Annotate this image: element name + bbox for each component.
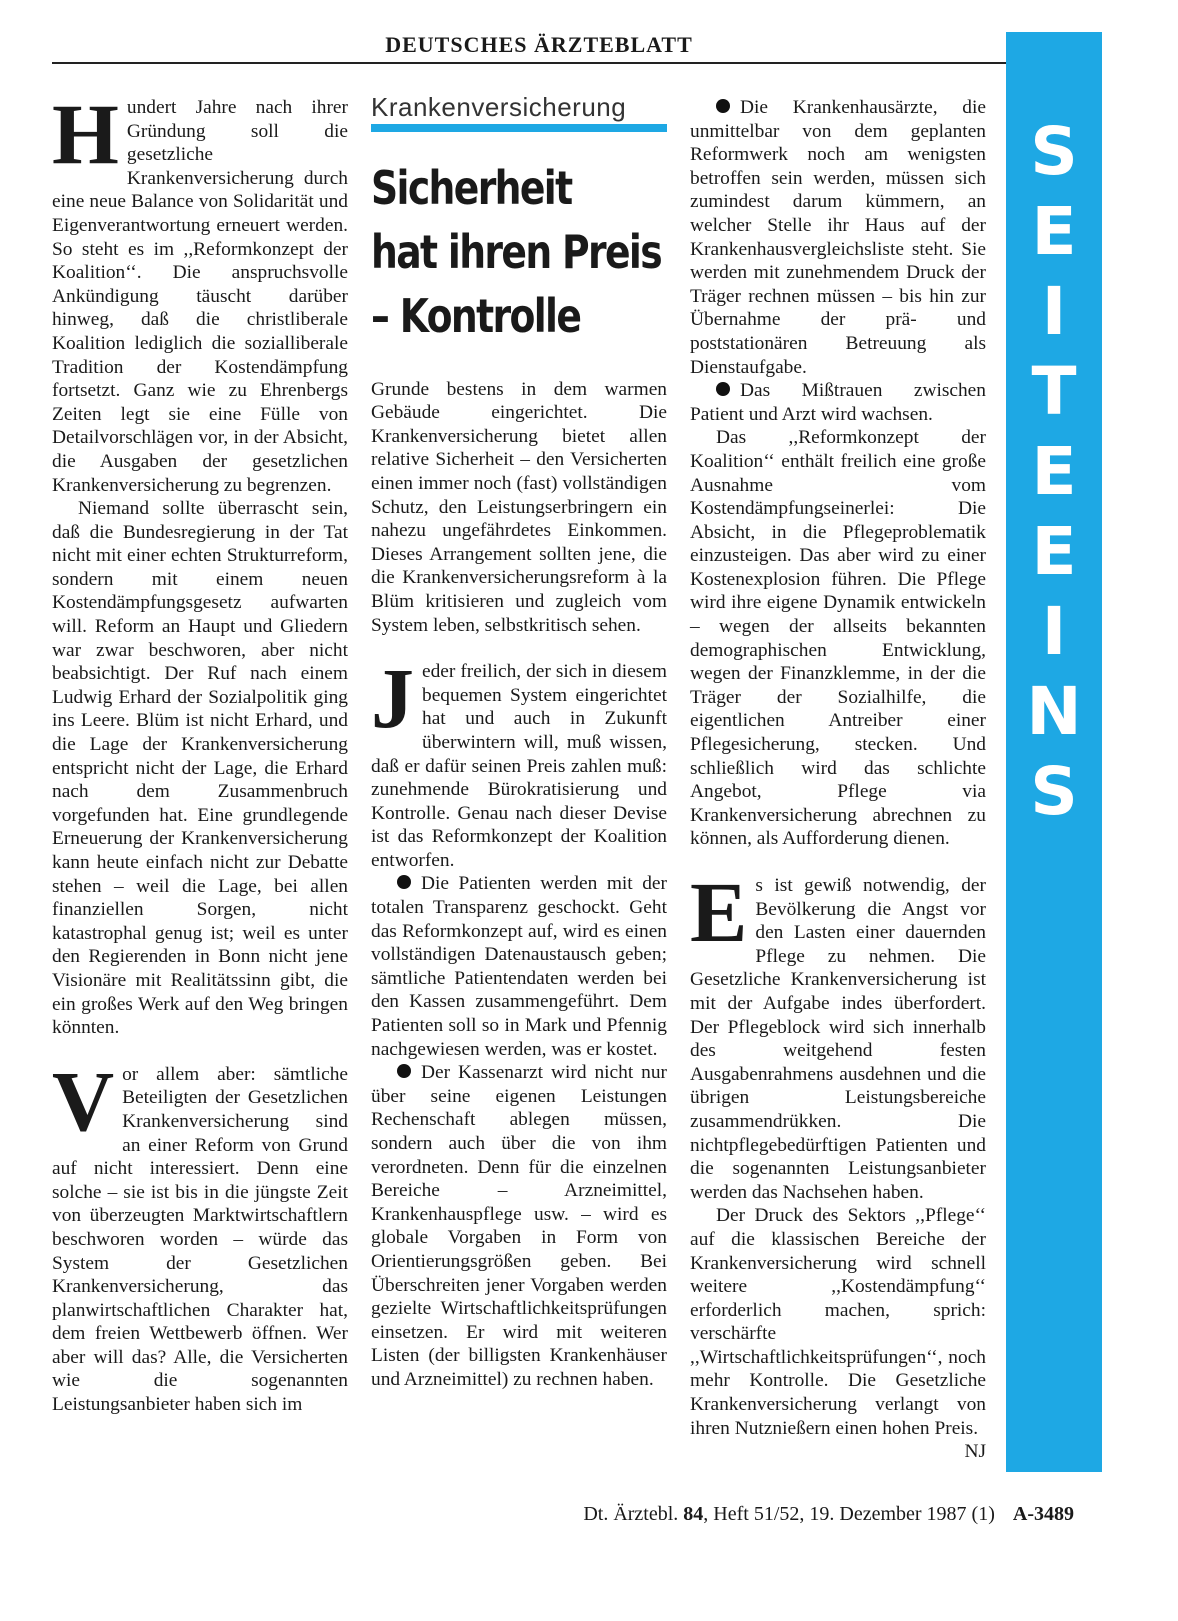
- masthead-title: DEUTSCHES ÄRZTEBLATT: [385, 32, 693, 57]
- col2-b1-text: Die Patienten werden mit der totalen Transparenz geschockt. Geht das Reformkonzept auf, wird es einen vollständigen Datenaustausch geben; sämtliche Patientendaten werden bei den Kassen zusammengeführt. Dem Patienten soll so in Mark und Pfennig nachgewiesen werden, was er kostet.: [371, 873, 667, 1060]
- page-number: A-3489: [1012, 1503, 1074, 1525]
- col1-p3-text: or allem aber: sämtliche Beteiligten der Gesetzlichen Krankenversicherung sind an einer Reform von Grund auf nicht interessiert. Denn eine solche – sie ist bis in die jüngste Zeit von überzeugten Marktwirtschaftlern beschworen worden – würde das System der Gesetzlichen Krankenversicherung, das planwirtschaftlichen Charakter hat, dem freien Wettbewerb öffnen. Wer aber will das? Alle, die Versicherten wie die sogenannten Leistungsanbieter haben sich im: [52, 1063, 348, 1416]
- sidebar-letter: T: [1031, 353, 1077, 430]
- col3-p2-text: s ist gewiß notwendig, der Bevölkerung die Angst vor den Lasten einer dauernden Pflege zu nehmen. Die Gesetzliche Krankenversicherung ist mit der Aufgabe indes überfordert. Der Pflegeblock wird sich innerhalb des weitgehend festen Ausgabenrahmens ausdehnen und die übrigen Leistungsbereiche zusammendrükken. Die nichtpflegebedürftigen Patienten und die sogenannten Leistungsanbieter werden das Nachsehen haben.: [690, 875, 986, 1203]
- sidebar-letter: S: [1030, 753, 1078, 830]
- sidebar-letter: E: [1031, 193, 1077, 270]
- section-sidebar: [1006, 32, 1102, 1472]
- sidebar-letter: I: [1041, 593, 1067, 670]
- sidebar-letter: E: [1031, 513, 1077, 590]
- drop-cap: H: [52, 86, 119, 182]
- col1-paragraph-2: Niemand sollte überrascht sein, daß die Bundesregierung in der Tat nicht mit einer echten Strukturreform, sondern mit einem neuen Kostendämpfungsgesetz aufwarten will. Reform an Haupt und Gliedern war zwar beschworen, aber nicht beabsichtigt. Der Ruf nach einem Ludwig Erhard der Sozialpolitik ging ins Leere. Blüm ist nicht Erhard, und die Lage der Krankenversicherung entspricht nicht der Lage, die Erhard nach dem Zusammenbruch vorgefunden hat. Eine grundlegende Erneuerung der Krankenversicherung kann heute einfach nicht zur Debatte stehen – weil die Lage, bei allen finanziellen Sorgen, nicht katastrophal genug ist; weil es unter den Regierenden in Bonn nicht jene Visionäre mit Realitätssinn gibt, die ein großes Werk auf den Weg bringen könnten.: [52, 498, 348, 1039]
- page-footer: [583, 1503, 1074, 1526]
- article-headline: [371, 156, 666, 348]
- citation-rest: , Heft 51/52, 19. Dezember 1987 (1): [703, 1503, 995, 1525]
- col2-paragraph-1: Grunde bestens in dem warmen Gebäude eingerichtet. Die Krankenversicherung bietet allen relative Sicherheit – den Versicherten einen immer noch (fast) vollständigen Schutz, den Leistungserbringern ein nahezu ungefährdetes Einkommen. Dieses Arrangement sollten jene, die die Krankenversicherungsreform à la Blüm kritisieren und zugleich vom System leben, selbstkritisch sehen.: [371, 378, 667, 636]
- bullet-icon: [397, 1064, 411, 1078]
- sidebar-letter: S: [1030, 113, 1078, 190]
- col1-paragraph-3: [52, 1052, 348, 1417]
- col2-paragraph-2: [371, 650, 667, 872]
- col3-b2-text: Das Mißtrauen zwischen Patient und Arzt wird wachsen.: [690, 380, 986, 425]
- col3-b1-text: Die Krankenhausärzte, die unmittelbar von dem geplanten Reformwerk noch am wenigsten betroffen sein werden, müssen sich zumindest darum kümmern, an welcher Stelle ihr Haus auf der Krankenhausvergleichsliste steht. Sie werden mit zunehmendem Druck der Träger rechnen müssen – bis hin zur Übernahme der prä- und poststationären Betreuung als Dienstaufgabe.: [690, 97, 986, 378]
- citation-prefix: Dt. Ärztebl.: [583, 1503, 684, 1525]
- masthead: [52, 32, 1026, 64]
- article-kicker: Krankenversicherung: [371, 96, 667, 132]
- col3-p3-text: Der Druck des Sektors ,,Pflege‘‘ auf die klassischen Bereiche der Krankenversicherung wird schnell weitere ,,Kostendämpfung‘‘ erforderlich machen, sprich: verschärfte ,,Wirtschaftlichkeitsprüfungen‘‘, noch mehr Kontrolle. Die Gesetzliche Krankenversicherung verlangt von ihren Nutznießern einen hohen Preis.: [690, 1205, 986, 1439]
- column-2: [371, 92, 667, 1392]
- col2-bullet-2: [371, 1061, 667, 1391]
- sidebar-letter: E: [1031, 433, 1077, 510]
- col1-paragraph-1: [52, 86, 348, 497]
- headline-line-3: – Kontrolle: [371, 288, 581, 343]
- col3-bullet-2: [690, 379, 986, 426]
- col3-paragraph-2: [690, 864, 986, 1204]
- citation-volume: 84: [683, 1503, 704, 1525]
- drop-cap: E: [690, 864, 748, 960]
- col2-p2-text: eder freilich, der sich in diesem bequemen System eingerichtet hat und auch in Zukunft überwintern will, muß wissen, daß er dafür seinen Preis zahlen muß: zunehmende Bürokratisierung und Kontrolle. Genau nach dieser Devise ist das Reformkonzept der Koalition entworfen.: [371, 661, 667, 871]
- column-1: [52, 86, 348, 1417]
- col3-bullet-1: [690, 96, 986, 379]
- bullet-icon: [716, 99, 730, 113]
- headline-line-2: hat ihren Preis: [371, 224, 662, 279]
- col2-bullet-1: [371, 872, 667, 1061]
- author-signature: NJ: [964, 1441, 986, 1463]
- sidebar-letter: N: [1026, 673, 1082, 750]
- sidebar-letters: [1006, 112, 1102, 832]
- col2-b2-text: Der Kassenarzt wird nicht nur über seine eigenen Leistungen Rechenschaft ablegen müssen, sondern auch über die von ihm verordneten. Denn für die einzelnen Bereiche – Arzneimittel, Krankenhauspflege usw. – wird es globale Vorgaben in Form von Orientierungsgrößen geben. Bei Überschreiten jener Vorgaben werden gezielte Wirtschaftlichkeitsprüfungen einsetzen. Er wird mit weiteren Listen (der billigsten Krankenhäuser und Arzneimittel) zu rechnen haben.: [371, 1062, 667, 1390]
- bullet-icon: [716, 382, 730, 396]
- col1-p1-text: undert Jahre nach ihrer Gründung soll die gesetzliche Krankenversicherung durch eine neue Balance von Solidarität und Eigenverantwortung erneuert werden. So steht es im ,,Reformkonzept der Koalition‘‘. Die anspruchsvolle Ankündigung täuscht darüber hinweg, daß die christliberale Koalition lediglich die sozialliberale Tradition der Kostendämpfung fortsetzt. Ganz wie zu Ehrenbergs Zeiten legt sie eine Fülle von Detailvorschlägen vor, in der Absicht, die Ausgaben der gesetzlichen Krankenversicherung zu begrenzen.: [52, 97, 348, 496]
- bullet-icon: [397, 875, 411, 889]
- sidebar-letter: I: [1041, 273, 1067, 350]
- headline-line-1: Sicherheit: [371, 160, 572, 215]
- drop-cap: J: [371, 650, 414, 747]
- col3-paragraph-3: [690, 1204, 986, 1463]
- col3-paragraph-1: Das ,,Reformkonzept der Koalition‘‘ enthält freilich eine große Ausnahme vom Kostendämpfungseinerlei: Die Absicht, in die Pflegeproblematik einzusteigen. Das aber wird zu einer Kostenexplosion führen. Die Pflege wird ihre eigene Dynamik entwickeln – wegen der allseits bekannten demographischen Entwicklung, wegen der Finanzklemme, in der die Träger der Sozialhilfe, die eigentlichen Antreiber einer Pflegesicherung, stecken. Und schließlich wird das schlichte Angebot, Pflege via Krankenversicherung abrechnen zu können, als Aufforderung dienen.: [690, 427, 986, 850]
- column-3: [690, 96, 986, 1464]
- drop-cap: V: [52, 1052, 115, 1149]
